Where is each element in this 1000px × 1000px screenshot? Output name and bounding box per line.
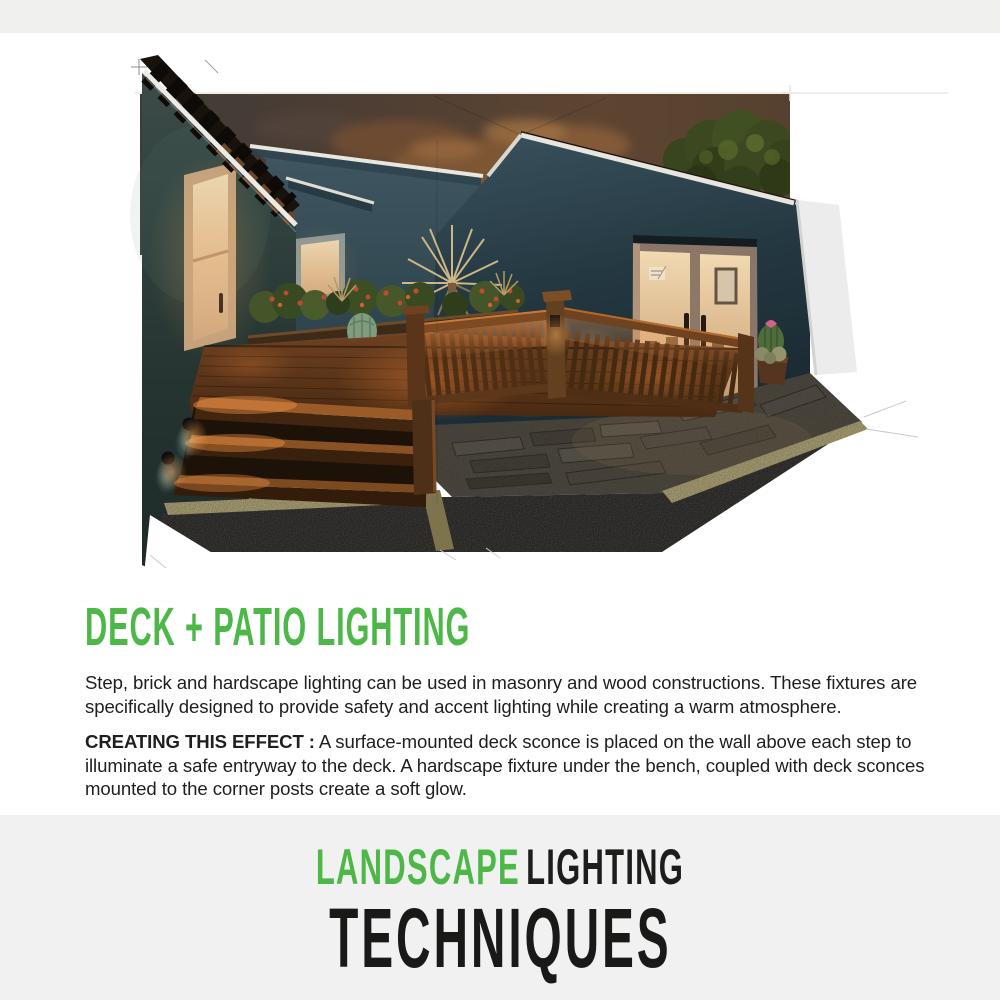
rendering-svg [100,45,990,605]
footer-brand [0,815,1000,1000]
deck-steps [174,396,436,507]
effect-label: CREATING THIS EFFECT : [85,731,315,753]
deck-patio-rendering [100,45,990,605]
brand-word-landscape: LANDSCAPE [315,839,520,895]
rail-post-right [738,333,754,413]
top-border-bar [0,0,1000,33]
brand-word-lighting: LIGHTING [526,839,685,895]
stair-newel-post [412,399,436,495]
brand-title: TECHNIQUES [328,891,672,985]
effect-paragraph [85,730,951,801]
page-title: DECK + PATIO LIGHTING [85,597,471,657]
effect-text: A surface-mounted deck sconce is placed on the wall above each step to illuminate a safe entryway to the deck. A hardscape fixture under the bench, coupled with deck sconces mounted to the corner posts create a soft glow. [85,731,925,800]
article-copy [85,597,951,801]
intro-paragraph: Step, brick and hardscape lighting can be used in masonry and wood constructions. These fixtures are specifically designed to provide safety and accent lighting while creating a warm atmosphere. [85,672,918,717]
brand-line [315,839,685,895]
